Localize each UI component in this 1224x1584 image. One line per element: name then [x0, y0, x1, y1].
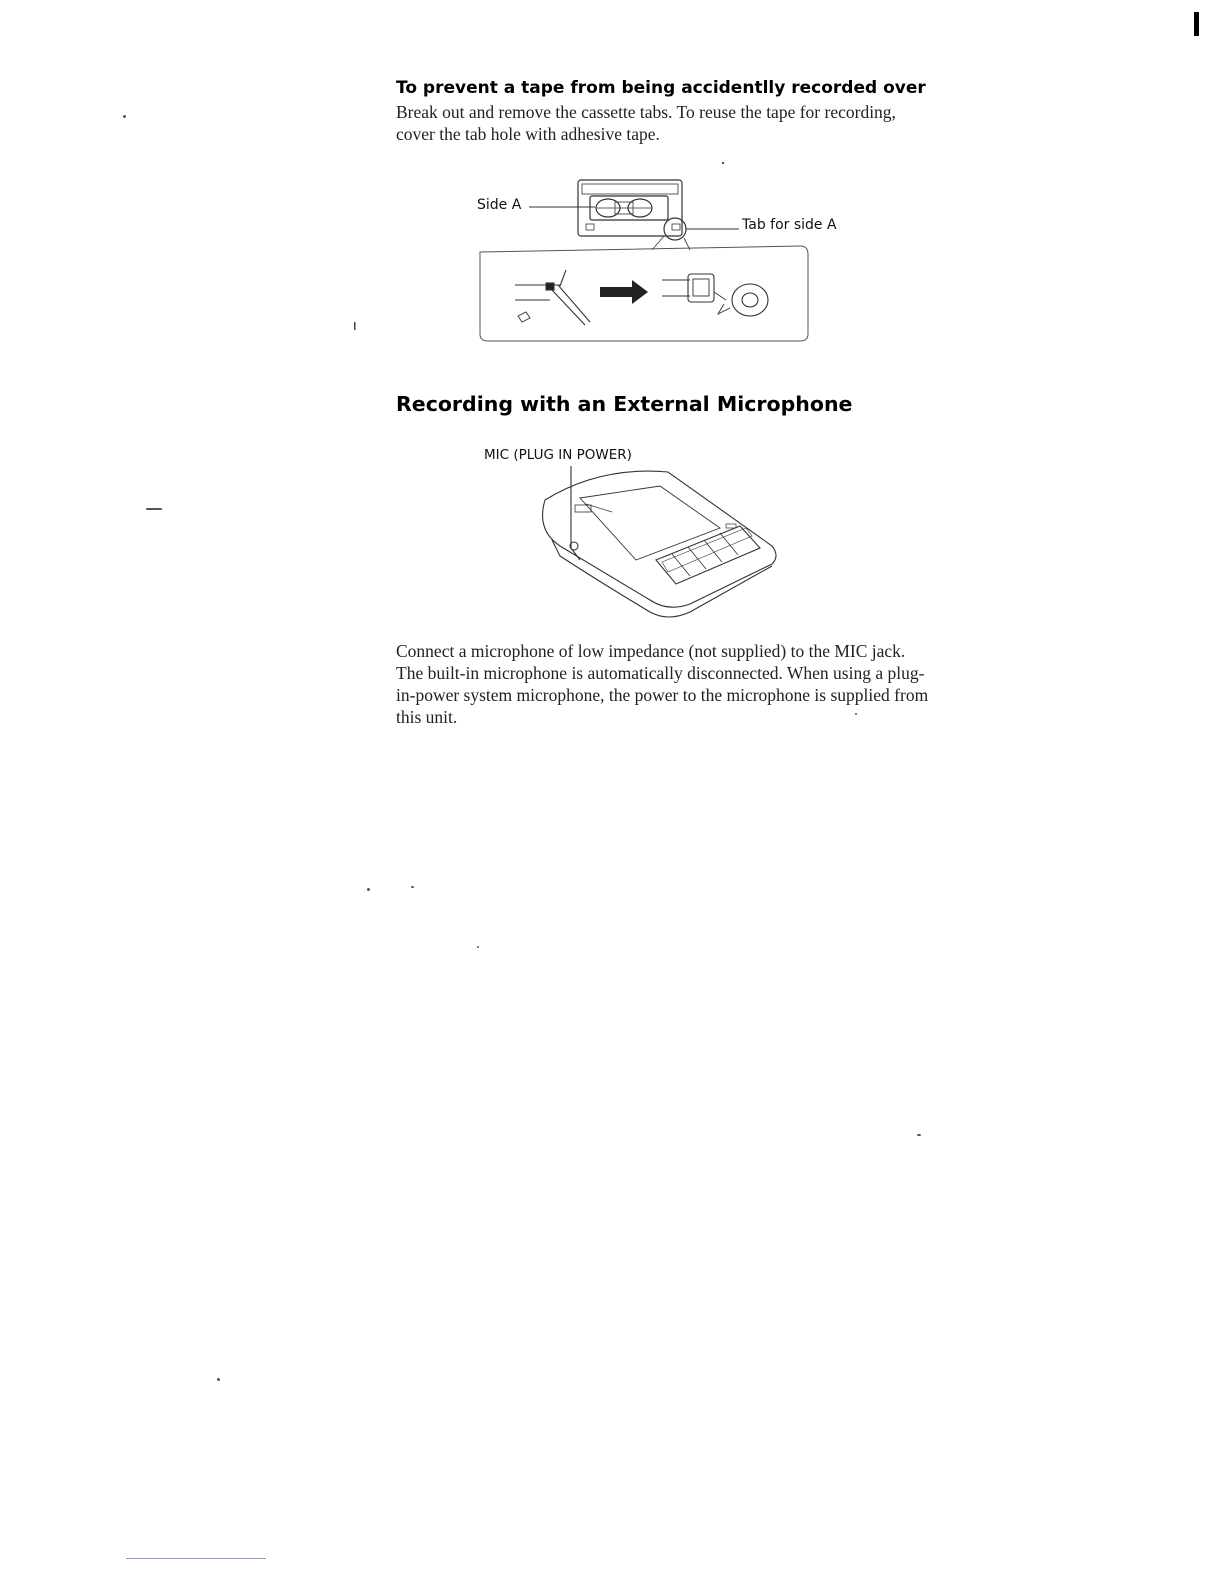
tab-section-heading: To prevent a tape from being accidentlly recorded over — [396, 78, 926, 98]
side-a-label: Side A — [477, 197, 522, 213]
mic-section-text: Connect a microphone of low impedance (not supplied) to the MIC jack. The built-in microphone is automatically disconnected. When using a plug-in-power system microphone, the power to the microphone is supplied from this unit. — [396, 641, 929, 727]
cassette-recorder-icon — [543, 466, 776, 617]
scan-speck — [217, 1378, 220, 1381]
scan-speck — [855, 713, 857, 715]
scan-speck — [146, 508, 162, 510]
scan-speck — [477, 946, 479, 948]
mic-section-heading: Recording with an External Microphone — [396, 392, 853, 416]
scan-speck — [367, 888, 370, 891]
scan-speck — [917, 1134, 921, 1136]
scan-speck — [411, 886, 414, 888]
bottom-rule — [126, 1558, 266, 1559]
tab-section-text: Break out and remove the cassette tabs. To reuse the tape for recording, cover the tab hole with adhesive tape. — [396, 102, 896, 144]
tab-side-a-label: Tab for side A — [742, 217, 837, 233]
mic-jack-label: MIC (PLUG IN POWER) — [484, 447, 632, 463]
scan-speck — [123, 115, 126, 118]
